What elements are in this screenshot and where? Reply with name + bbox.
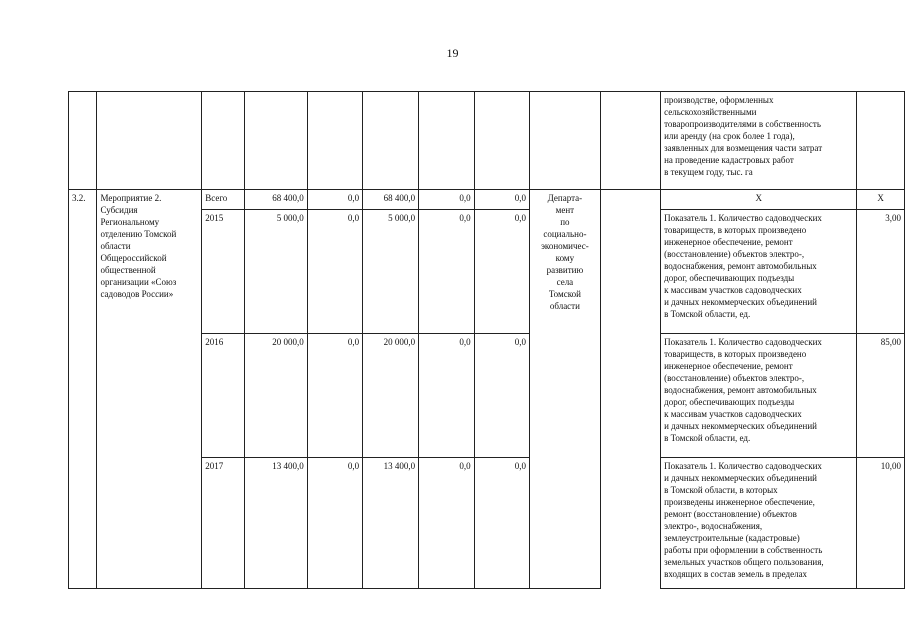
value-cell: 20 000,0 xyxy=(363,334,419,458)
indicator-cell: производстве, оформленных сельскохозяйственными товаропроизводителями в собственность или аренду (на срок более 1 года), заявленных для возмещения части затрат на проведение кадастровых работ в текущем году, тыс. га xyxy=(661,92,857,190)
value-cell: 0,0 xyxy=(419,190,474,210)
period-cell: 2015 xyxy=(202,210,245,334)
cell-empty xyxy=(857,92,905,190)
table-row xyxy=(69,92,905,190)
value-cell: 0,0 xyxy=(474,210,529,334)
cell-empty xyxy=(202,92,245,190)
value-cell: 0,0 xyxy=(307,210,362,334)
total-cell: 13 400,0 xyxy=(245,458,308,589)
value-cell: 0,0 xyxy=(307,458,362,589)
cell-empty xyxy=(474,92,529,190)
period-cell: 2017 xyxy=(202,458,245,589)
period-cell: Всего xyxy=(202,190,245,210)
cell-empty xyxy=(97,92,202,190)
value-cell: 68 400,0 xyxy=(363,190,419,210)
value-cell: 0,0 xyxy=(419,458,474,589)
period-cell: 2016 xyxy=(202,334,245,458)
value-cell: 0,0 xyxy=(419,334,474,458)
indicator-cell: Показатель 1. Количество садоводческих товариществ, в которых произведено инженерное обеспечение, ремонт (восстановление) объектов электро-, водоснабжения, ремонт автомобильных дорог, обеспечивающих подъезды к массивам участков садоводческих и дачных некоммерческих объединений в Томской области, ед. xyxy=(661,334,857,458)
total-cell: 20 000,0 xyxy=(245,334,308,458)
value-cell: 0,0 xyxy=(474,458,529,589)
total-cell: 5 000,0 xyxy=(245,210,308,334)
indicator-value-cell: 3,00 xyxy=(857,210,905,334)
cell-empty xyxy=(600,190,660,589)
program-table xyxy=(68,91,905,589)
section-number: 3.2. xyxy=(69,190,97,589)
cell-empty xyxy=(363,92,419,190)
cell-empty xyxy=(600,92,660,190)
table-row xyxy=(69,190,905,210)
value-cell: 0,0 xyxy=(474,334,529,458)
indicator-cell: Показатель 1. Количество садоводческих товариществ, в которых произведено инженерное обеспечение, ремонт (восстановление) объектов электро-, водоснабжения, ремонт автомобильных дорог, обеспечивающих подъезды к массивам участков садоводческих и дачных некоммерческих объединений в Томской области, ед. xyxy=(661,210,857,334)
cell-empty xyxy=(529,92,600,190)
cell-empty xyxy=(419,92,474,190)
total-cell: 68 400,0 xyxy=(245,190,308,210)
value-cell: 0,0 xyxy=(474,190,529,210)
page-number: 19 xyxy=(446,46,459,60)
section-name: Мероприятие 2. Субсидия Региональному отделению Томской области Общероссийской общественной организации «Союз садоводов России» xyxy=(97,190,202,589)
value-cell: 13 400,0 xyxy=(363,458,419,589)
executor-cell: Департа- мент по социально- экономичес- кому развитию села Томской области xyxy=(529,190,600,589)
indicator-cell: Показатель 1. Количество садоводческих и дачных некоммерческих объединений в Томской области, в которых произведены инженерное обеспечение, ремонт (восстановление) объектов электро-, водоснабжения, землеустроительные (кадастровые) работы при оформлении в собственность земельных участков общего пользования, входящих в состав земель в пределах xyxy=(661,458,857,589)
value-cell: 0,0 xyxy=(307,190,362,210)
indicator-cell: Х xyxy=(661,190,857,210)
cell-empty xyxy=(69,92,97,190)
value-cell: 0,0 xyxy=(419,210,474,334)
value-cell: 0,0 xyxy=(307,334,362,458)
indicator-value-cell: 10,00 xyxy=(857,458,905,589)
cell-empty xyxy=(245,92,308,190)
value-cell: 5 000,0 xyxy=(363,210,419,334)
cell-empty xyxy=(307,92,362,190)
indicator-value-cell: Х xyxy=(857,190,905,210)
indicator-value-cell: 85,00 xyxy=(857,334,905,458)
